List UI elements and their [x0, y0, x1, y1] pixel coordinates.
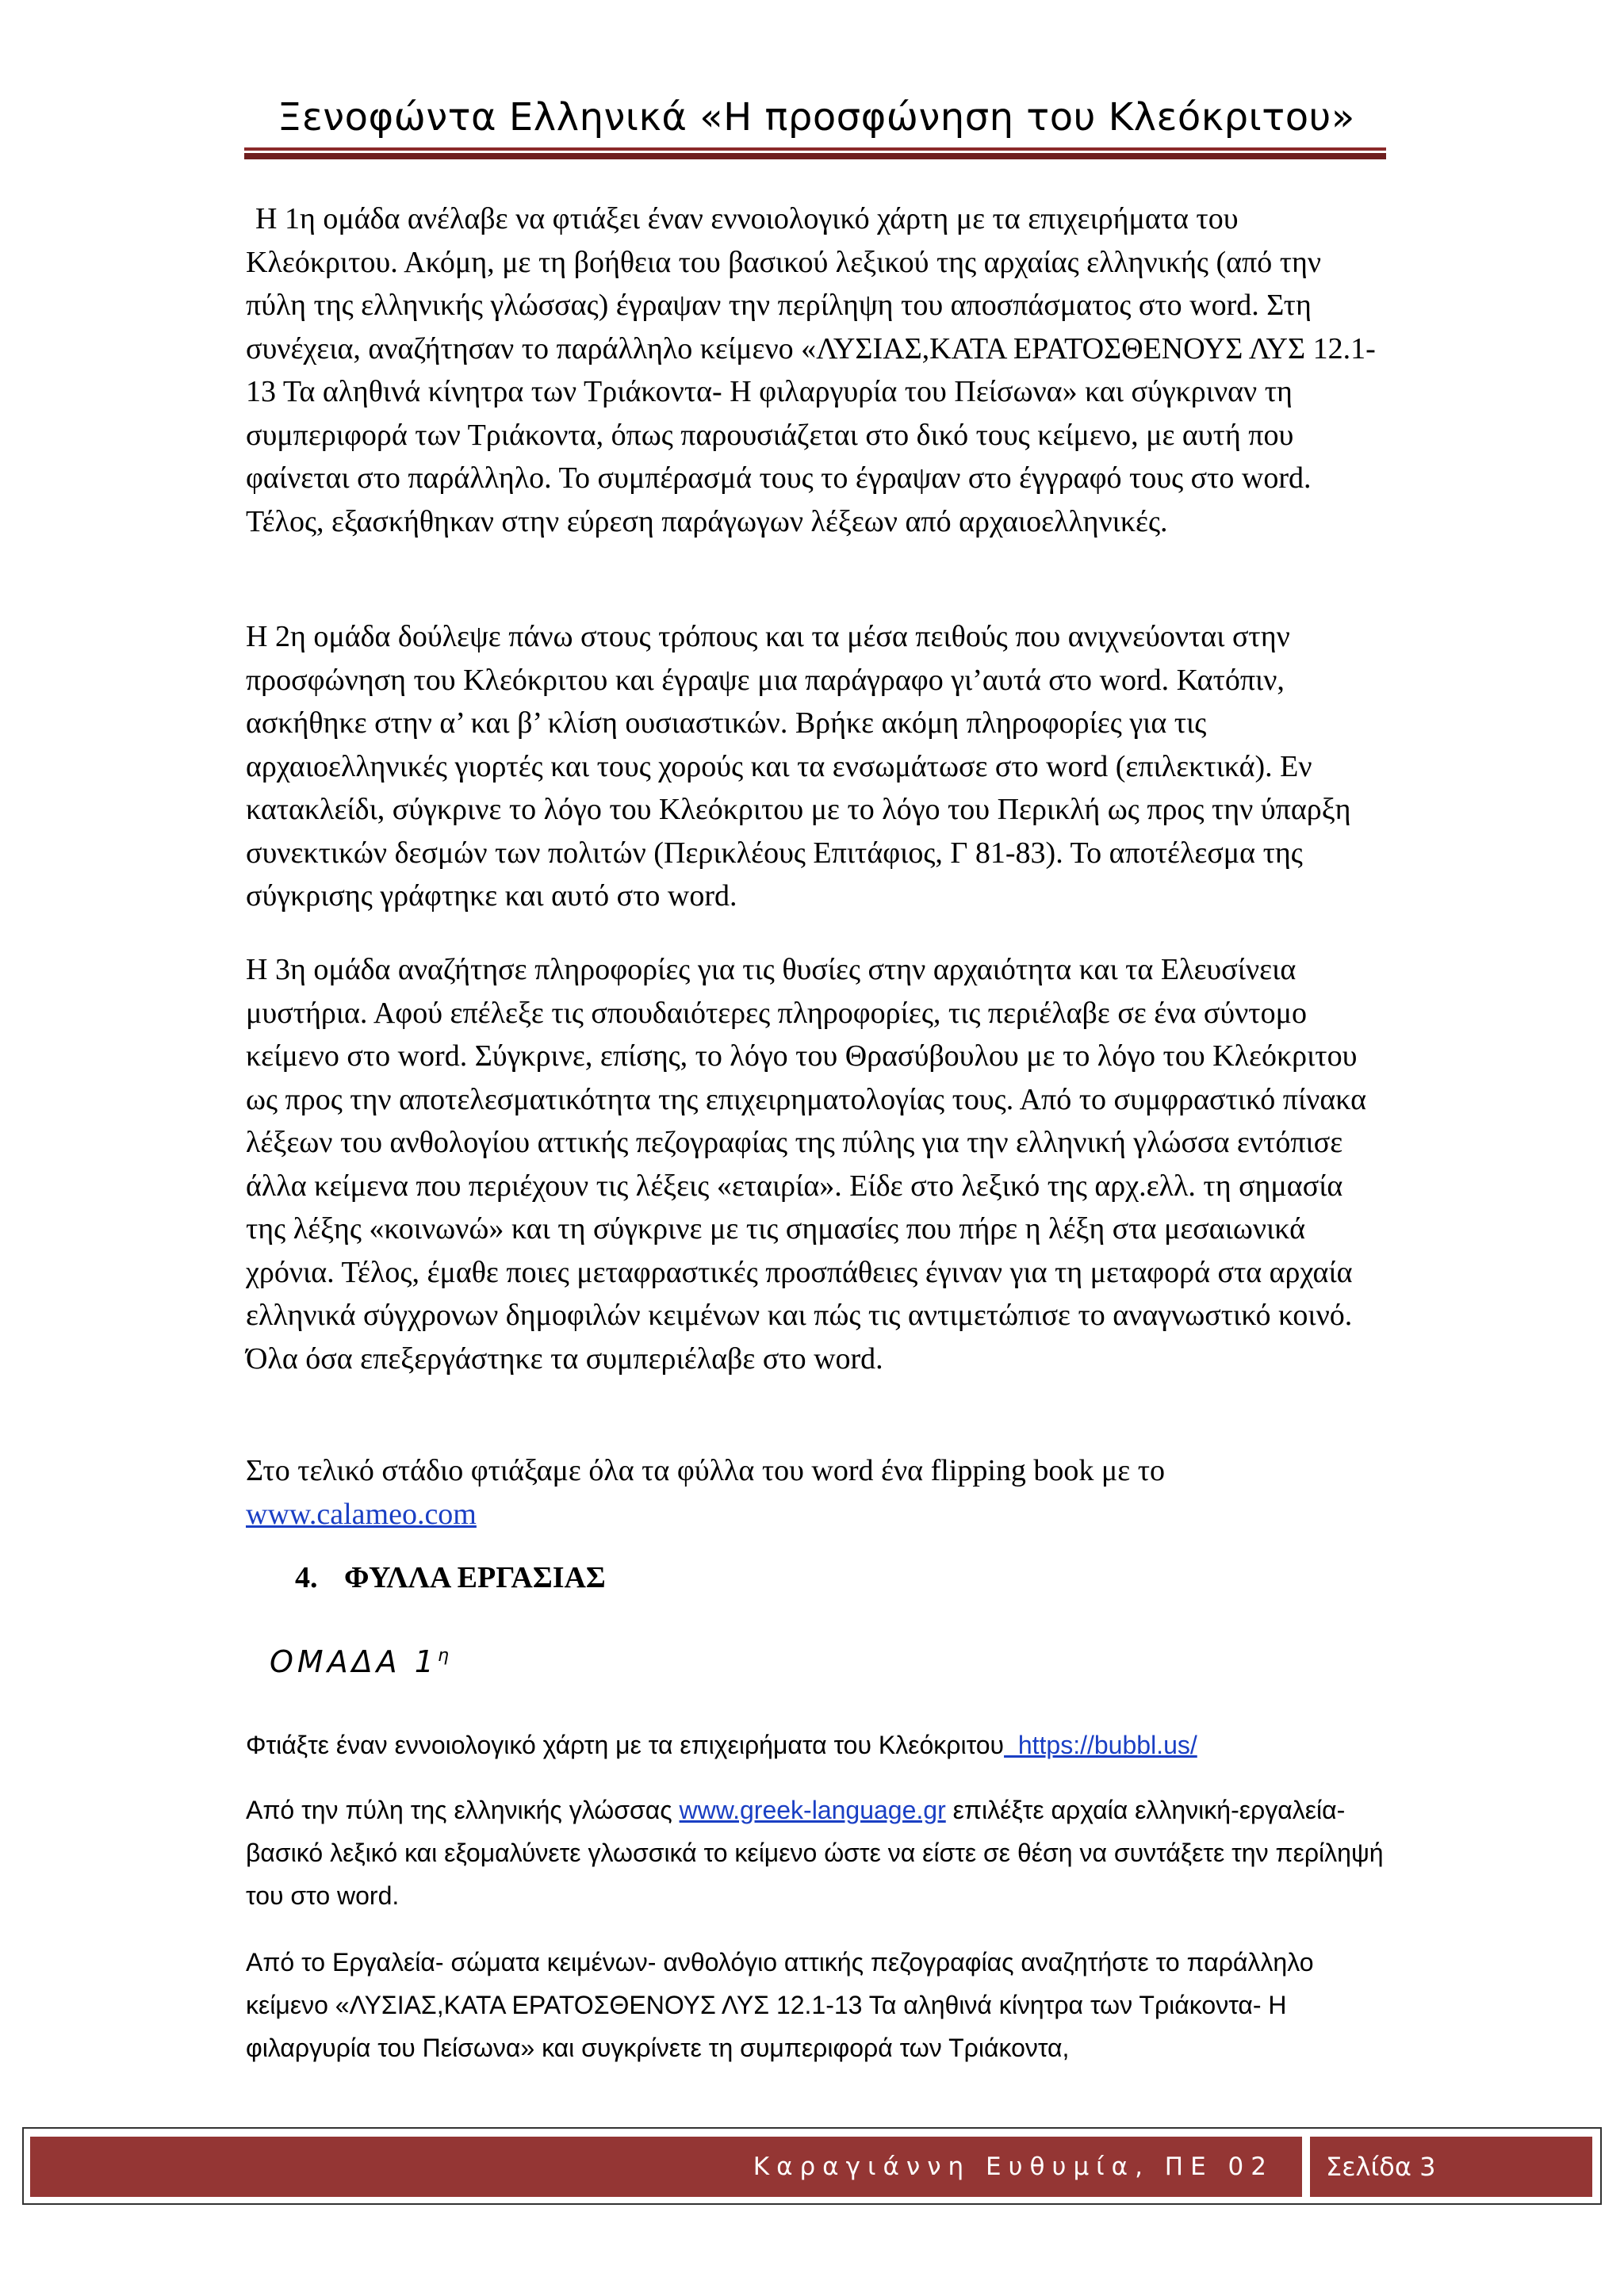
section-heading	[295, 1560, 1009, 1595]
calameo-link[interactable]: www.calameo.com	[246, 1497, 477, 1531]
group-title	[270, 1644, 587, 1679]
paragraph-group-1: Η 1η ομάδα ανέλαβε να φτιάξει έναν εννοιολογικό χάρτη με τα επιχειρήματα του Κλεόκριτου. Ακόμη, με τη βοήθεια του βασικού λεξικού της αρχαίας ελληνικής (από την πύλη της ελληνικής γλώσσας) έγραψαν την περίληψη του αποσπάσματος στο word. Στη συνέχεια, αναζήτησαν το παράλληλο κείμενο «ΛΥΣΙΑΣ,ΚΑΤΑ ΕΡΑΤΟΣΘΕΝΟΥΣ ΛΥΣ 12.1-13 Τα αληθινά κίνητρα των Τριάκοντα- Η φιλαργυρία του Πείσωνα» και σύγκριναν τη συμπεριφορά των Τριάκοντα, όπως παρουσιάζεται στο δικό τους κείμενο, με αυτή που φαίνεται στο παράλληλο. Το συμπέρασμά τους το έγραψαν στο έγγραφό τους στο word. Τέλος, εξασκήθηκαν στην εύρεση παράγωγων λέξεων από αρχαιοελληνικές.	[246, 202, 1376, 538]
task-summary	[246, 1789, 1388, 1917]
header-rule-thick	[244, 153, 1386, 159]
paragraph-final-stage	[246, 1449, 1388, 1536]
footer-page-number: Σελίδα 3	[1310, 2137, 1592, 2197]
task-concept-map	[246, 1724, 1388, 1766]
final-stage-text: Στο τελικό στάδιο φτιάξαμε όλα τα φύλλα του word ένα flipping book με το	[246, 1454, 1165, 1487]
group-title-text: ΟΜΑΔΑ 1	[270, 1644, 438, 1679]
page-header-title: Ξενοφώντα Ελληνικά «Η προσφώνηση του Κλεόκριτου»	[278, 95, 1355, 140]
greek-language-link[interactable]: www.greek-language.gr	[679, 1796, 946, 1824]
bubbl-link[interactable]: https://bubbl.us/	[1004, 1731, 1197, 1759]
task-summary-text-before: Από την πύλη της ελληνικής γλώσσας	[246, 1796, 680, 1824]
task-concept-map-text: Φτιάξτε έναν εννοιολογικό χάρτη με τα επιχειρήματα του Κλεόκριτου	[246, 1731, 1005, 1759]
section-title: ΦΥΛΛΑ ΕΡΓΑΣΙΑΣ	[344, 1561, 606, 1594]
paragraph-group-2: Η 2η ομάδα δούλεψε πάνω στους τρόπους και τα μέσα πειθούς που ανιχνεύονται στην προσφώνηση του Κλεόκριτου και έγραψε μια παράγραφο γι’αυτά στο word. Κατόπιν, ασκήθηκε στην α’ και β’ κλίση ουσιαστικών. Βρήκε ακόμη πληροφορίες για τις αρχαιοελληνικές γιορτές και τους χορούς και τα ενσωμάτωσε στο word (επιλεκτικά). Εν κατακλείδι, σύγκρινε το λόγο του Κλεόκριτου με το λόγο του Περικλή ως προς την ύπαρξη συνεκτικών δεσμών των πολιτών (Περικλέους Επιτάφιος, Γ 81-83). Το αποτέλεσμα της σύγκρισης γράφτηκε και αυτό στο word.	[246, 620, 1351, 913]
task-summary-text-after: επιλέξτε αρχαία ελληνική-εργαλεία-βασικό λεξικό και εξομαλύνετε γλωσσικά το κείμενο ώστε να είστε σε θέση να συντάξετε την περίληψή του στο word.	[246, 1796, 1384, 1910]
group-title-superscript: η	[437, 1646, 449, 1666]
footer-author-bar	[30, 2137, 1302, 2197]
footer-author: Καραγιάννη Ευθυμία, ΠΕ 02	[753, 2152, 1274, 2181]
header-rule	[244, 147, 1386, 151]
paragraph-group-3: Η 3η ομάδα αναζήτησε πληροφορίες για τις θυσίες στην αρχαιότητα και τα Ελευσίνεια μυστήρια. Αφού επέλεξε τις σπουδαιότερες πληροφορίες, τις περιέλαβε σε ένα σύντομο κείμενο στο word. Σύγκρινε, επίσης, το λόγο του Θρασύβουλου με το λόγο του Κλεόκριτου ως προς την αποτελεσματικότητα της επιχειρηματολογίας τους. Από το συμφραστικό πίνακα λέξεων του ανθολογίου αττικής πεζογραφίας της πύλης για την ελληνική γλώσσα εντόπισε άλλα κείμενα που περιέχουν τις λέξεις «εταιρία». Είδε στο λεξικό της αρχ.ελλ. τη σημασία της λέξης «κοινωνώ» και τη σύγκρινε με τις σημασίες που πήρε η λέξη στα μεσαιωνικά χρόνια. Τέλος, έμαθε ποιες μεταφραστικές προσπάθειες έγιναν για τη μεταφορά στα αρχαία ελληνικά σύγχρονων δημοφιλών κειμένων και πώς τις αντιμετώπισε το αναγνωστικό κοινό. Όλα όσα επεξεργάστηκε τα συμπεριέλαβε στο word.	[246, 953, 1366, 1376]
section-number: 4.	[295, 1561, 318, 1594]
task-parallel-text: Από το Εργαλεία- σώματα κειμένων- ανθολόγιο αττικής πεζογραφίας αναζητήστε το παράλληλο κείμενο «ΛΥΣΙΑΣ,ΚΑΤΑ ΕΡΑΤΟΣΘΕΝΟΥΣ ΛΥΣ 12.1-13 Τα αληθινά κίνητρα των Τριάκοντα- Η φιλαργυρία του Πείσωνα» και συγκρίνετε τη συμπεριφορά των Τριάκοντα,	[246, 1948, 1314, 2062]
